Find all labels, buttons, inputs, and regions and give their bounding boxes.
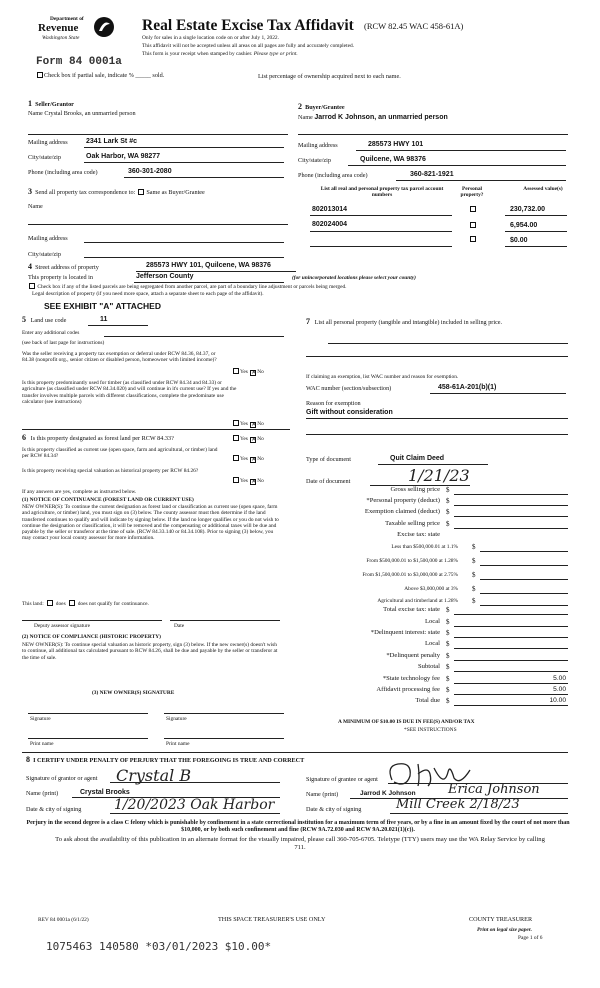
grantee-signature-2: Erica Johnson (448, 782, 540, 797)
located-label: This property is located in (28, 274, 93, 281)
grantor-date-label: Date & city of signing (26, 806, 82, 813)
tax-taxable-dollar: $ (446, 520, 450, 528)
local-label-2: Local (424, 640, 440, 647)
new-owner-sig-title: (3) NEW OWNER(S) SIGNATURE (92, 690, 175, 696)
s6-q2-no[interactable]: ✕ (251, 457, 257, 463)
alt-format-notice: To ask about the availability of this publication in an alternate format for the visually impaired, please call 360-705-6705. Teletype (TTY) users may use the WA Relay Service by calling 711. (55, 836, 545, 852)
bracket-1: Less than $500,000.01 at 1.1% (391, 544, 458, 550)
corr-mailing-label: Mailing address (28, 235, 68, 242)
seller-mailing-label: Mailing address (28, 139, 68, 146)
buyer-mailing: 285573 HWY 101 (368, 141, 424, 148)
parcel-col1-header: List all real and personal property tax parcel account numbers (320, 186, 444, 199)
delinquent-penalty-dollar: $ (446, 652, 450, 660)
parcel-value-2: 6,954.00 (510, 222, 538, 229)
delinquent-interest-dollar: $ (446, 629, 450, 637)
rev-number: REV 84 0001a (6/1/22) (38, 917, 89, 923)
parcel-col2-header: Personal property? (460, 186, 484, 199)
tax-taxable-label: Taxable selling price (385, 520, 440, 527)
s6-q2-yes[interactable] (233, 455, 239, 461)
deputy-date-label: Date (174, 623, 185, 629)
see-instructions: *SEE INSTRUCTIONS (404, 727, 457, 733)
seller-city: Oak Harbor, WA 98277 (86, 153, 161, 160)
bracket-4: Above $3,000,000 at 3% (404, 586, 458, 592)
print2-label: Print name (166, 741, 190, 747)
grantee-name-label: Name (print) (306, 791, 339, 798)
notice1-body: NEW OWNER(S): To continue the current designation as forest land or classification as current use (open space, farm and agriculture, or timber) land, you must sign on (3) below. The county assessor must then determine if the land transferred continues to qualify and will indicate by signing below. If the land no longer qualifies or you do not wish to continue the designation or classification, it will be removed and the compensating or additional taxes will be due and payable by the seller or transferor at the time of sale. (RCW 84.33.140 or 84.34.108). Prior to signing (3) below, you may contact your local county assessor for more information. (22, 504, 279, 542)
ownership-note: List percentage of ownership acquired next to each name. (258, 73, 401, 80)
seller-heading: 1 Seller/Grantor (28, 99, 74, 108)
tech-fee-label: *State technology fee (382, 675, 440, 682)
bracket-3-dollar: $ (472, 571, 476, 579)
revenue-logo-icon (93, 16, 115, 38)
form-number: Form 84 0001a (36, 56, 122, 68)
tax-exemption-label: Exemption claimed (deduct) (364, 508, 440, 515)
partial-sale: Check box if partial sale, indicate % _____ sold. (36, 72, 164, 79)
notice-1: Only for sales in a single location code on or after July 1, 2022. (142, 35, 279, 41)
land-use-label: 5 Land use code (22, 315, 67, 324)
reason-label: Reason for exemption (306, 400, 361, 407)
s6-q1: 6 Is this property designated as forest land per RCW 84.33? (22, 433, 174, 442)
delinquent-interest-label: *Delinquent interest: state (370, 629, 440, 636)
tax-excise-label: Excise tax: state (397, 531, 440, 538)
exhibit-a: SEE EXHIBIT "A" ATTACHED (44, 301, 161, 311)
legal-paper-note: Print on legal size paper. (477, 927, 532, 933)
local-dollar-1: $ (446, 618, 450, 626)
corr-city-label: City/state/zip (28, 251, 61, 258)
tax-gross-label: Gross selling price (390, 486, 440, 493)
seller-mailing: 2341 Lark St #c (86, 138, 137, 145)
grantee-name: Jarrod K Johnson (360, 790, 416, 797)
county-treasurer: COUNTY TREASURER (469, 916, 533, 923)
bracket-4-dollar: $ (472, 585, 476, 593)
street-label: 4 Street address of property (28, 262, 99, 271)
buyer-phone-label: Phone (including area code) (298, 172, 368, 179)
grantor-name: Crystal Brooks (80, 789, 130, 796)
parcel-personal-checkbox-3[interactable] (470, 236, 476, 242)
delinquent-penalty-label: *Delinquent penalty (386, 652, 440, 659)
tech-fee-value: 5.00 (553, 675, 566, 682)
notice-3: This form is your receipt when stamped by cashier. Please type or print. (142, 51, 298, 57)
processing-fee-label: Affidavit processing fee (376, 686, 440, 693)
parcel-personal-checkbox-2[interactable] (470, 222, 476, 228)
parcel-col3-header: Assessed value(s) (523, 186, 563, 192)
local-label-1: Local (424, 618, 440, 625)
q2-no-checkbox[interactable]: ✕ (251, 422, 257, 428)
subtotal-label: Subtotal (418, 663, 440, 670)
form-title: Real Estate Excise Tax Affidavit (142, 17, 354, 34)
doc-date-label: Date of document (306, 478, 351, 485)
q2-yes-checkbox[interactable] (233, 420, 239, 426)
s6-q3-answer: Yes ✕No (232, 477, 264, 485)
q1-no-checkbox[interactable]: ✕ (251, 370, 257, 376)
property-county: Jefferson County (136, 273, 194, 280)
parcel-number-2: 802024004 (312, 221, 348, 228)
cashier-stamp: 1075463 140580 *03/01/2023 $10.00* (46, 940, 272, 953)
this-land: This land: does does not qualify for continuance. (22, 601, 149, 607)
bracket-3: From $1,500,000.01 to $3,000,000 at 2.75% (362, 572, 458, 578)
tax-gross-dollar: $ (446, 486, 450, 494)
local-dollar-2: $ (446, 640, 450, 648)
notice-2: This affidavit will not be accepted unless all areas on all pages are fully and accurately completed. (142, 43, 354, 49)
revenue-logo (38, 16, 118, 50)
total-due-value: 10.00 (549, 697, 566, 704)
land-use-q2: Is this property predominantly used for timber (as classified under RCW 84.34 and 84.33) or agriculture (as classified under RCW 84.34.020) and will continue in it's current use? If yes and the transfer involves multiple parcels with different classifications, complete the predominate use calculator (see instructions) (22, 380, 237, 406)
buyer-name: Name Jarrod K Johnson, an unmarried person (298, 114, 448, 121)
s6-q2: Is this property classified as current use (open space, farm and agricultural, or timber) land per RCW 84.34? (22, 447, 218, 460)
land-use-q1-answer: Yes ✕No (232, 368, 264, 376)
grantee-sig-label: Signature of grantee or agent (306, 776, 378, 783)
bracket-1-dollar: $ (472, 543, 476, 551)
print1-label: Print name (30, 741, 54, 747)
seller-phone: 360-301-2080 (128, 168, 172, 175)
grantor-signature: Crystal B (116, 766, 192, 785)
bracket-2: From $500,000.01 to $1,500,000 at 1.28% (366, 558, 458, 564)
land-use-q2-answer: Yes ✕No (232, 420, 264, 428)
seller-phone-label: Phone (including area code) (28, 169, 98, 176)
notice2-body: NEW OWNER(S): To continue special valuation as historic property, sign (3) below. If the new owner(s) doesn't wish to continue, all additional tax calculated pursuant to RCW 84.26, shall be due and payable by the seller or transferor at the time of sale. (22, 642, 278, 661)
dept-line3: Washington State (42, 35, 80, 41)
page-number: Page 1 of 6 (518, 935, 543, 941)
q1-yes-checkbox[interactable] (233, 368, 239, 374)
s6-q1-no[interactable]: ✕ (251, 437, 257, 443)
deputy-sig-label: Deputy assessor signature (34, 623, 90, 629)
buyer-mailing-label: Mailing address (298, 142, 338, 149)
total-due-label: Total due (415, 697, 440, 704)
s6-q1-yes[interactable] (233, 435, 239, 441)
s6-q3: Is this property receiving special valuation as historical property per RCW 84.26? (22, 468, 199, 474)
doc-type-label: Type of document (306, 456, 351, 463)
buyer-phone: 360-821-1921 (410, 171, 454, 178)
seller-city-label: City/state/zip (28, 154, 61, 161)
corr-name-label: Name (28, 203, 43, 210)
does-not-checkbox[interactable] (69, 600, 75, 606)
doc-date: 1/21/23 (408, 466, 470, 485)
wac-label: WAC number (section/subsection) (306, 385, 392, 392)
form-citation: (RCW 82.45 WAC 458-61A) (364, 21, 464, 31)
grantor-date: 1/20/2023 Oak Harbor (114, 797, 275, 813)
s6-q1-answer: Yes ✕No (232, 435, 264, 443)
seller-name: Name Crystal Brooks, an unmarried person (28, 110, 136, 117)
wac-number: 458-61A-201(b)(1) (438, 384, 497, 391)
dept-line1: Department of (50, 16, 84, 22)
property-street: 285573 HWY 101, Quilcene, WA 98376 (146, 262, 271, 269)
parcel-personal-checkbox-1[interactable] (470, 206, 476, 212)
grantor-name-label: Name (print) (26, 790, 59, 797)
processing-fee-dollar: $ (446, 686, 450, 694)
see-back: (see back of last page for instructions) (22, 340, 105, 346)
s6-if-any: If any answers are yes, complete as instructed below. (22, 489, 137, 495)
grantee-date-label: Date & city of signing (306, 806, 362, 813)
s6-q2-answer: Yes ✕No (232, 455, 264, 463)
processing-fee-value: 5.00 (553, 686, 566, 693)
tax-personal-dollar: $ (446, 497, 450, 505)
buyer-city: Quilcene, WA 98376 (360, 156, 426, 163)
correspondence-label: 3 Send all property tax correspondence to: Same as Buyer/Grantee (28, 187, 205, 196)
county-note: (for unincorporated locations please select your county) (292, 275, 416, 281)
s6-q3-no[interactable]: ✕ (251, 479, 257, 485)
perjury-notice: Perjury in the second degree is a class C felony which is punishable by confinement in a state correctional institution for a maximum term of five years, or by a fine in an amount fixed by the court of not more than $10,000, or by both such confinement and fine (RCW 9A.72.030 and RCW 9A.20.021(1)(c)). (26, 820, 570, 833)
tax-exemption-dollar: $ (446, 508, 450, 516)
parcel-value-3: $0.00 (510, 237, 528, 244)
exemption-reason: Gift without consideration (306, 409, 393, 416)
segregated-checkbox[interactable] (29, 283, 35, 289)
sig2-label: Signature (166, 716, 187, 722)
land-use-q1: Was the seller receiving a property tax exemption or deferral under RCW 84.36, 84.37, or 84.38 (nonprofit org., senior citizen or disabled person, homeowner with limited income)? (22, 351, 217, 364)
total-due-dollar: $ (446, 697, 450, 705)
total-excise-label: Total excise tax: state (383, 606, 440, 613)
bracket-5: Agricultural and timberland at 1.28% (377, 598, 458, 604)
buyer-city-label: City/state/zip (298, 157, 331, 164)
doc-type: Quit Claim Deed (390, 455, 445, 462)
parcel-number-1: 802013014 (312, 206, 348, 213)
tech-fee-dollar: $ (446, 675, 450, 683)
personal-property-label: 7 List all personal property (tangible and intangible) included in selling price. (306, 317, 503, 326)
bracket-5-dollar: $ (472, 597, 476, 605)
notice2-title: (2) NOTICE OF COMPLIANCE (HISTORIC PROPERTY) (22, 634, 161, 640)
dept-line2: Revenue (38, 22, 79, 34)
notice1-title: (1) NOTICE OF CONTINUANCE (FOREST LAND OR CURRENT USE) (22, 497, 194, 503)
minimum-note: A MINIMUM OF $10.00 IS DUE IN FEE(S) AND/OR TAX (338, 719, 475, 725)
treasurer-space: THIS SPACE TREASURER'S USE ONLY (218, 916, 326, 923)
grantor-sig-label: Signature of grantor or agent (26, 775, 98, 782)
legal-desc-note: Legal description of property (if you need more space, attach a separate sheet to each page of the affidavit). (32, 291, 264, 297)
additional-codes: Enter any additional codes (22, 330, 80, 336)
land-use-code: 11 (100, 316, 108, 323)
grantee-date: Mill Creek 2/18/23 (396, 797, 520, 812)
bracket-2-dollar: $ (472, 557, 476, 565)
certify-title: 8 I CERTIFY UNDER PENALTY OF PERJURY THAT THE FOREGOING IS TRUE AND CORRECT (26, 755, 305, 764)
same-as-buyer-checkbox[interactable] (138, 189, 144, 195)
subtotal-dollar: $ (446, 663, 450, 671)
exemption-note: If claiming an exemption, list WAC number and reason for exemption. (306, 374, 459, 380)
buyer-heading: 2 Buyer/Grantee (298, 102, 345, 111)
s6-q3-yes[interactable] (233, 477, 239, 483)
total-excise-dollar: $ (446, 606, 450, 614)
tax-personal-label: *Personal property (deduct) (366, 497, 440, 504)
parcel-value-1: 230,732.00 (510, 206, 546, 213)
partial-sale-checkbox[interactable] (37, 72, 43, 78)
does-checkbox[interactable] (47, 600, 53, 606)
segregated-note: Check box if any of the listed parcels are being segregated from another parcel, are part of a boundary line adjustment or parcels being merged. (28, 283, 347, 290)
sig1-label: Signature (30, 716, 51, 722)
